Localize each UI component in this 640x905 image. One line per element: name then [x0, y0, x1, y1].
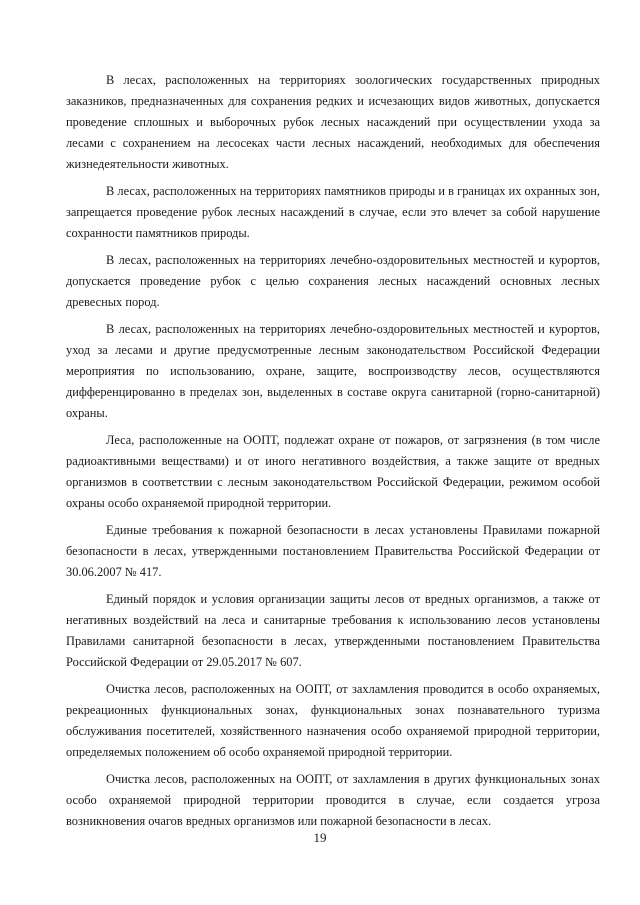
paragraph-cleaning-other-zones: Очистка лесов, расположенных на ООПТ, от захламления в других функциональных зонах особо охраняемой природной территории проводится в случае, если создается угроза возникновения очагов вредных организмов или пожарной безопасности в лесах. [66, 772, 600, 828]
paragraph-cleaning-zones: Очистка лесов, расположенных на ООПТ, от захламления проводится в особо охраняемых, рекреационных функциональных зонах, функциональных зонах познавательного туризма обслуживания посетителей, хозяйственного назначения особо охраняемой природной территории, определяемых положением об особо охраняемой природной территории. [66, 682, 600, 759]
paragraph-zoological-reserves: В лесах, расположенных на территориях зоологических государственных природных заказников, предназначенных для сохранения редких и исчезающих видов животных, допускается проведение сплошных и выборочных рубок лесных насаждений при осуществлении ухода за лесами с сохранением на лесосеках части лесных насаждений, необходимых для обеспечения жизнедеятельности животных. [66, 73, 600, 171]
paragraph-resorts-felling: В лесах, расположенных на территориях лечебно-оздоровительных местностей и курортов, допускается проведение рубок с целью сохранения лесных насаждений основных лесных древесных пород. [66, 253, 600, 309]
paragraph-protection: Леса, расположенные на ООПТ, подлежат охране от пожаров, от загрязнения (в том числе радиоактивными веществами) и от иного негативного воздействия, а также защите от вредных организмов в соответствии с лесным законодательством Российской Федерации, режимом особой охраны особо охраняемой природной территории. [66, 433, 600, 510]
document-body [66, 70, 600, 838]
page-number: 19 [313, 830, 327, 845]
paragraph-sanitary-safety: Единый порядок и условия организации защиты лесов от вредных организмов, а также от негативных воздействий на леса и санитарные требования к использованию лесов установлены Правилами санитарной безопасности в лесах, утвержденными постановлением Правительства Российской Федерации от 29.05.2017 № 607. [66, 592, 600, 669]
paragraph-fire-safety: Единые требования к пожарной безопасности в лесах установлены Правилами пожарной безопасности в лесах, утвержденными постановлением Правительства Российской Федерации от 30.06.2007 № 417. [66, 523, 600, 579]
paragraph-nature-monuments: В лесах, расположенных на территориях памятников природы и в границах их охранных зон, запрещается проведение рубок лесных насаждений в случае, если это влечет за собой нарушение сохранности памятников природы. [66, 184, 600, 240]
paragraph-resorts-care: В лесах, расположенных на территориях лечебно-оздоровительных местностей и курортов, уход за лесами и другие предусмотренные лесным законодательством Российской Федерации мероприятия по использованию, охране, защите, воспроизводству лесов, осуществляются дифференцированно в пределах зон, выделенных в составе округа санитарной (горно-санитарной) охраны. [66, 322, 600, 420]
